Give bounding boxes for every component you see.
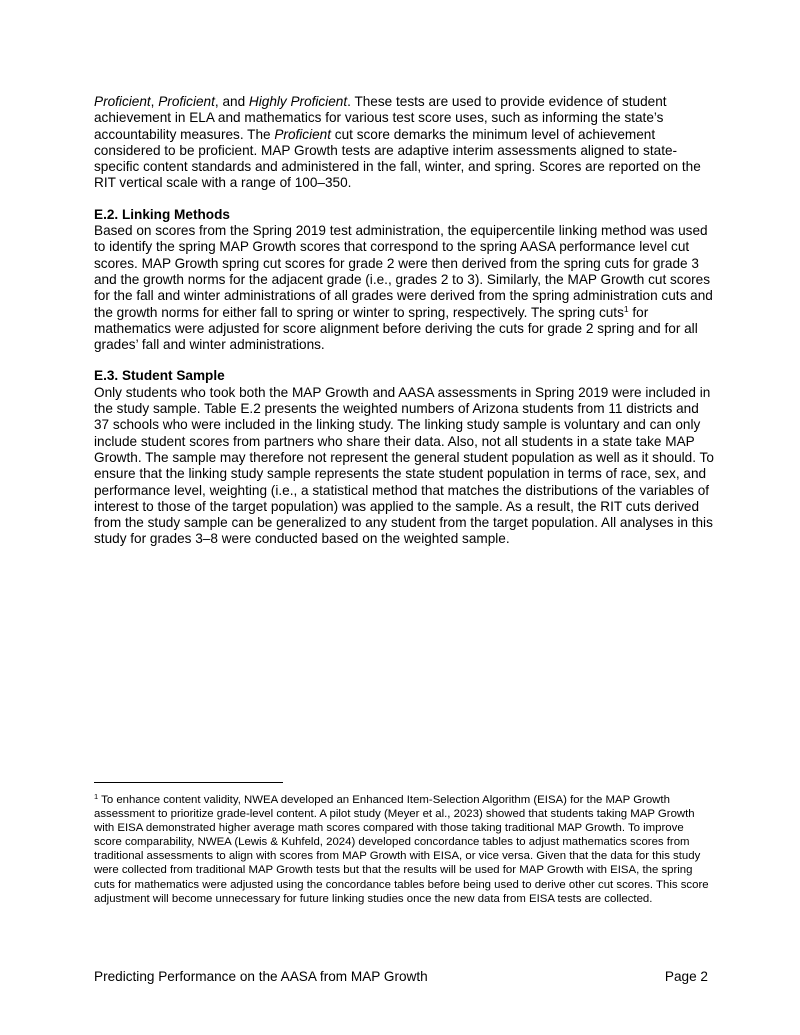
student-sample-paragraph: Only students who took both the MAP Growth and AASA assessments in Spring 2019 were included in the study sample. Table E.2 presents the weighted numbers of Arizona students from 11 districts and 37 schools who were included in the linking study. The linking study sample is voluntary and can only include student scores from partners who share their data. Also, not all students in a state take MAP Growth. The sample may therefore not represent the general student population as well as it should. To ensure that the linking study sample represents the state student population in terms of race, sex, and performance level, weighting (i.e., a statistical method that matches the distributions of the variables of interest to those of the target population) was applied to the sample. As a result, the RIT cuts derived from the study sample can be generalized to any student from the target population. All analyses in this study for grades 3–8 were conducted based on the weighted sample.	[94, 384, 714, 547]
section-heading-student-sample: E.3. Student Sample	[94, 368, 225, 384]
linking-methods-paragraph: Based on scores from the Spring 2019 test administration, the equipercentile linking method was used to identify the spring MAP Growth scores that correspond to the spring AASA performance level cut scores. MAP Growth spring cut scores for grade 2 were then derived from the spring cuts for grade 3 and the growth norms for the adjacent grade (i.e., grades 2 to 3). Similarly, the MAP Growth cut scores for the fall and winter administrations of all grades were derived from the spring administration cuts and the growth norms for either fall to spring or winter to spring, respectively. The spring cuts$^1$ for mathematics were adjusted for score alignment before deriving the cuts for grade 2 spring and for all grades’ fall and winter administrations.	[94, 223, 713, 353]
footnote: $^1$ To enhance content validity, NWEA developed an Enhanced Item-Selection Algorithm (EISA) for the MAP Growth assessment to prioritize grade-level content. A pilot study (Meyer et al., 2023) showed that students taking MAP Growth with EISA demonstrated higher average math scores compared with those taking traditional MAP Growth. To improve score comparability, NWEA (Lewis & Kuhfeld, 2024) developed concordance tables to adjust mathematics scores from traditional assessments to align with scores from MAP Growth with EISA, or vice versa. Given that the data for this study were collected from traditional MAP Growth tests but that the results will be used for MAP Growth with EISA, the spring cuts for mathematics were adjusted using the concordance tables before being used to derive other cut scores. This score adjustment will become unnecessary for future linking studies once the new data from EISA tests are collected.	[94, 792, 709, 905]
page-number: Page 2	[664, 969, 708, 984]
level-term: Highly Proficient	[248, 94, 348, 109]
level-term: Proficient	[274, 126, 332, 142]
footnote-reference[interactable]: 1	[623, 303, 629, 314]
footnote-divider	[94, 782, 283, 783]
section-heading-linking-methods: E.2. Linking Methods	[94, 206, 230, 222]
level-term: Proficient	[158, 94, 215, 109]
footnote-number: 1	[94, 792, 99, 801]
footer-title: Predicting Performance on the AASA from MAP Growth	[94, 969, 428, 984]
page-body	[94, 94, 714, 548]
level-term: Proficient	[94, 94, 151, 109]
intro-paragraph: Proficient, Proficient, and Highly Proficient. These tests are used to provide evidence of student achievement in ELA and mathematics for various test score uses, such as informing the state’s accountability measures. The Proficient cut score demarks the minimum level of achievement considered to be proficient. MAP Growth tests are adaptive interim assessments aligned to state-specific content standards and administered in the fall, winter, and spring. Scores are reported on the RIT vertical scale with a range of 100–350.	[94, 94, 701, 191]
